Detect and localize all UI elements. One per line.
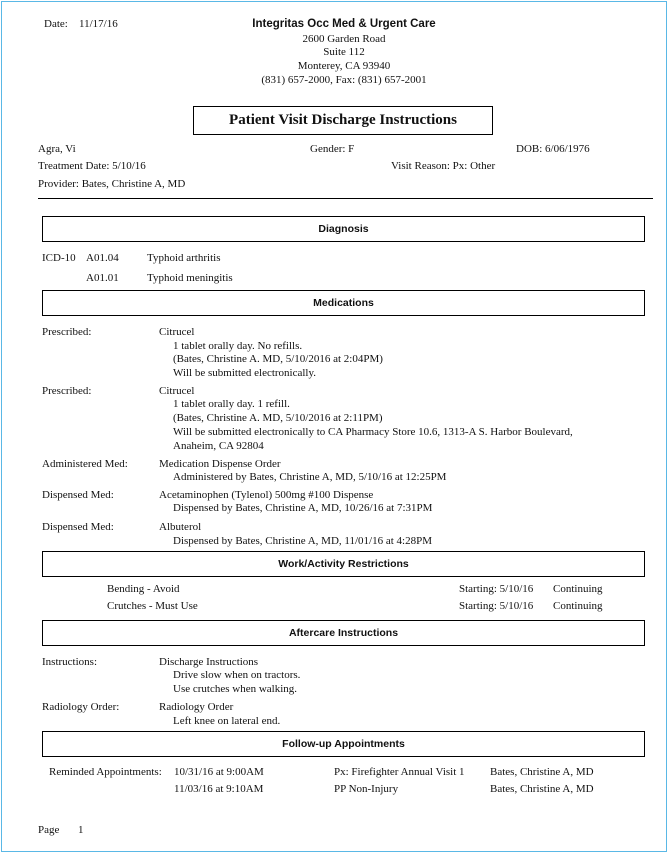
med-detail: (Bates, Christine A. MD, 5/10/2016 at 2:04PM): [173, 353, 383, 365]
page-number: 1: [78, 824, 84, 836]
diagnosis-desc: Typhoid arthritis: [147, 252, 221, 264]
document-title: Patient Visit Discharge Instructions: [229, 112, 457, 128]
date-value: 11/17/16: [79, 18, 118, 30]
med-name: Citrucel: [159, 385, 195, 397]
restrictions-title: Work/Activity Restrictions: [278, 558, 409, 570]
aftercare-name: Radiology Order: [159, 701, 234, 713]
medications-title: Medications: [313, 297, 374, 309]
aftercare-detail: Use crutches when walking.: [173, 683, 298, 695]
med-name: Medication Dispense Order: [159, 458, 281, 470]
diagnosis-desc: Typhoid meningitis: [147, 272, 233, 284]
clinic-name: Integritas Occ Med & Urgent Care: [252, 18, 436, 30]
restrictions-section-header: [42, 551, 645, 577]
med-label: Prescribed:: [42, 385, 92, 397]
appointment-datetime: 10/31/16 at 9:00AM: [174, 766, 264, 778]
medications-section-header: [42, 290, 645, 316]
patient-name: Agra, Vi: [38, 143, 76, 155]
document-title-box: [193, 106, 493, 135]
aftercare-label: Instructions:: [42, 656, 97, 668]
followup-label: Reminded Appointments:: [49, 766, 162, 778]
med-detail: Will be submitted electronically.: [173, 367, 317, 379]
patient-gender: Gender: F: [310, 143, 355, 155]
aftercare-detail: Left knee on lateral end.: [173, 715, 281, 727]
med-label: Dispensed Med:: [42, 489, 114, 501]
icd-code-system: ICD-10: [42, 252, 76, 264]
med-name: Albuterol: [159, 521, 202, 533]
med-detail: 1 tablet orally day. No refills.: [173, 340, 303, 352]
restriction-starting: Starting: 5/10/16: [459, 600, 534, 612]
clinic-city: Monterey, CA 93940: [297, 60, 391, 72]
visit-reason: Visit Reason: Px: Other: [391, 160, 496, 172]
med-detail: Will be submitted electronically to CA Pharmacy Store 10.6, 1313-A S. Harbor Boulevard,: [173, 426, 573, 438]
med-detail: (Bates, Christine A. MD, 5/10/2016 at 2:11PM): [173, 412, 383, 424]
treatment-date: Treatment Date: 5/10/16: [38, 160, 146, 172]
restriction-text: Bending - Avoid: [107, 583, 180, 595]
med-detail: Dispensed by Bates, Christine A, MD, 10/26/16 at 7:31PM: [173, 502, 433, 514]
header-divider: [38, 198, 653, 199]
aftercare-label: Radiology Order:: [42, 701, 120, 713]
clinic-address-line2: Suite 112: [323, 46, 365, 58]
med-label: Dispensed Med:: [42, 521, 114, 533]
diagnosis-code: A01.01: [86, 272, 119, 284]
med-name: Citrucel: [159, 326, 195, 338]
appointment-reason: Px: Firefighter Annual Visit 1: [334, 766, 465, 778]
clinic-address-line1: 2600 Garden Road: [302, 33, 386, 45]
appointment-provider: Bates, Christine A, MD: [490, 783, 594, 795]
provider: Provider: Bates, Christine A, MD: [38, 178, 186, 190]
date-label: Date:: [44, 18, 68, 30]
med-detail: Administered by Bates, Christine A, MD, 5/10/16 at 12:25PM: [173, 471, 447, 483]
followup-section-header: [42, 731, 645, 757]
appointment-provider: Bates, Christine A, MD: [490, 766, 594, 778]
diagnosis-section-header: [42, 216, 645, 242]
med-detail: Dispensed by Bates, Christine A, MD, 11/01/16 at 4:28PM: [173, 535, 433, 547]
restriction-starting: Starting: 5/10/16: [459, 583, 534, 595]
med-detail: Anaheim, CA 92804: [173, 440, 264, 452]
diagnosis-code: A01.04: [86, 252, 119, 264]
med-detail: 1 tablet orally day. 1 refill.: [173, 398, 290, 410]
med-label: Prescribed:: [42, 326, 92, 338]
aftercare-detail: Drive slow when on tractors.: [173, 669, 301, 681]
restriction-status: Continuing: [553, 600, 603, 612]
med-label: Administered Med:: [42, 458, 128, 470]
restriction-status: Continuing: [553, 583, 603, 595]
appointment-reason: PP Non-Injury: [334, 783, 399, 795]
appointment-datetime: 11/03/16 at 9:10AM: [174, 783, 264, 795]
diagnosis-title: Diagnosis: [318, 223, 369, 235]
page-label: Page: [38, 824, 60, 836]
med-name: Acetaminophen (Tylenol) 500mg #100 Dispense: [159, 489, 374, 501]
patient-dob: DOB: 6/06/1976: [516, 143, 590, 155]
clinic-phone: (831) 657-2000, Fax: (831) 657-2001: [261, 74, 427, 86]
followup-title: Follow-up Appointments: [282, 738, 405, 750]
aftercare-name: Discharge Instructions: [159, 656, 259, 668]
aftercare-title: Aftercare Instructions: [288, 627, 399, 639]
restriction-text: Crutches - Must Use: [107, 600, 198, 612]
aftercare-section-header: [42, 620, 645, 646]
